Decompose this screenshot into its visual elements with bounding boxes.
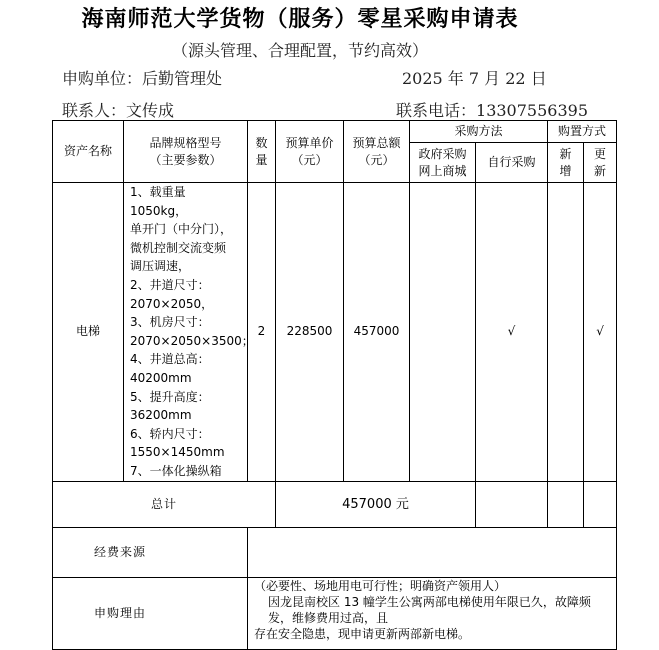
header-renew	[584, 143, 617, 183]
reason-line: 存在安全隐患，现申请更新两部新电梯。	[254, 626, 471, 641]
header-renew-line1: 更	[594, 146, 607, 161]
total-value: 457000 元	[276, 481, 476, 527]
spec-line: 40200mm	[130, 370, 192, 385]
spec-line: 2070×2050×3500；	[130, 333, 254, 348]
header-spec-line2: （主要参数）	[149, 152, 222, 167]
spec-line: 微机控制交流变频	[130, 240, 227, 255]
header-spec	[124, 121, 248, 183]
reason-label: 申购理由	[53, 577, 248, 649]
purchase-table	[52, 120, 617, 650]
page-title: 海南师范大学货物（服务）零星采购申请表	[81, 7, 519, 32]
header-asset-name: 资产名称	[53, 121, 124, 183]
spec-line: 单开门（中分门），	[130, 222, 233, 237]
contact-phone	[396, 98, 588, 121]
reason-row	[53, 577, 617, 649]
header-method-gov-line1: 政府采购	[418, 146, 467, 161]
spec-line: 2、井道尺寸：	[130, 277, 210, 292]
spec-line: 1550×1450mm	[130, 445, 225, 460]
total-empty-2	[548, 481, 584, 527]
header-method: 采购方法	[410, 121, 548, 143]
contact-value: 文传成	[126, 101, 175, 120]
header-qty	[248, 121, 276, 183]
contact-label: 联系人：	[62, 101, 127, 120]
header-method-gov-line2: 网上商城	[418, 163, 467, 178]
header-purchase-type: 购置方式	[548, 121, 617, 143]
funding-row	[53, 527, 617, 577]
header-unit-price-line2: （元）	[291, 152, 328, 167]
application-date: 2025 年 7 月 22 日	[402, 69, 547, 88]
reason-content	[248, 577, 617, 649]
reason-line: （必要性、场地用电可行性；明确资产领用人）	[254, 578, 507, 593]
header-total	[344, 121, 410, 183]
spec-line: 5、提升高度：	[130, 389, 210, 404]
header-unit-price	[276, 121, 344, 183]
cell-qty: 2	[248, 183, 276, 482]
spec-line: 1、载重量 1050kg，	[130, 185, 188, 218]
total-empty-3	[584, 481, 617, 527]
spec-line: 2070×2050，	[130, 296, 214, 311]
contact-person	[62, 98, 174, 121]
header-method-gov	[410, 143, 476, 183]
cell-asset-name: 电梯	[53, 183, 124, 482]
spec-line: 36200mm	[130, 408, 192, 423]
spec-line: 7、一体化操纵箱	[130, 463, 222, 478]
reason-line: 因龙昆南校区 13 幢学生公寓两部电梯使用年限已久，故障频发，维修费用过高，且	[268, 594, 591, 625]
header-renew-line2: 新	[594, 163, 607, 178]
phone-value: 13307556395	[476, 101, 588, 120]
header-qty-line1: 数	[255, 135, 268, 150]
spec-line: 调压调速，	[130, 259, 191, 274]
spec-line: 4、井道总高：	[130, 352, 210, 367]
cell-total: 457000	[344, 183, 410, 482]
header-new-line1: 新	[559, 146, 572, 161]
header-new	[548, 143, 584, 183]
cell-unit-price: 228500	[276, 183, 344, 482]
header-new-line2: 增	[559, 163, 572, 178]
header-total-line2: （元）	[358, 152, 395, 167]
phone-label: 联系电话：	[396, 101, 477, 120]
total-empty-1	[476, 481, 548, 527]
funding-label: 经费来源	[53, 527, 248, 577]
header-total-line1: 预算总额	[352, 135, 401, 150]
total-row	[53, 481, 617, 527]
unit-label: 申购单位：	[62, 69, 143, 88]
header-unit-price-line1: 预算单价	[285, 135, 334, 150]
cell-self-purchase-check: √	[476, 183, 548, 482]
table-row	[53, 183, 617, 482]
cell-renew-check: √	[584, 183, 617, 482]
cell-new	[548, 183, 584, 482]
cell-spec	[124, 183, 254, 482]
total-label: 总计	[53, 481, 276, 527]
spec-line: 3、机房尺寸：	[130, 315, 210, 330]
header-qty-line2: 量	[255, 152, 268, 167]
cell-gov-mall	[410, 183, 476, 482]
header-spec-line1: 品牌规格型号	[149, 135, 222, 150]
unit-value: 后勤管理处	[142, 69, 223, 88]
funding-value	[248, 527, 617, 577]
page-subtitle: （源头管理、合理配置，节约高效）	[171, 41, 428, 60]
applicant-unit	[62, 66, 222, 89]
spec-line: 6、轿内尺寸：	[130, 426, 210, 441]
header-method-self: 自行采购	[476, 143, 548, 183]
